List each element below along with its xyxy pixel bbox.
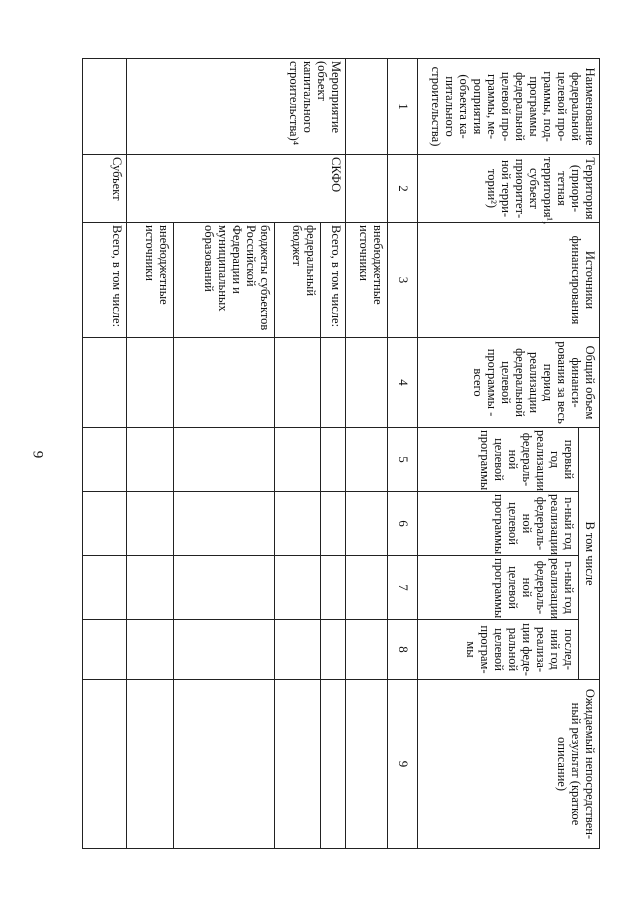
source-cell: бюджеты субъектов Российской Федерации и муниципальных образований xyxy=(173,223,274,338)
header-nth-year-b: n-ный год реализации федераль-ной целевой программы xyxy=(417,556,578,620)
column-number: 4 xyxy=(388,338,417,428)
table-cell xyxy=(274,428,320,492)
table-cell xyxy=(346,492,388,556)
table-cell xyxy=(346,155,388,223)
header-first-year: первый год реализации федераль-ной целевой программы xyxy=(417,428,578,492)
table-cell xyxy=(173,338,274,428)
table-cell xyxy=(321,492,346,556)
territory-cell: Субъект xyxy=(83,155,127,223)
table-cell xyxy=(83,59,127,155)
table-cell xyxy=(321,556,346,620)
table-cell xyxy=(346,338,388,428)
table-cell xyxy=(127,620,173,680)
table-cell xyxy=(346,59,388,155)
column-number: 2 xyxy=(388,155,417,223)
measure-name-cell: Мероприятие (объект капитального строительства)⁴ xyxy=(127,59,346,155)
header-last-year: послед-ний год реализа-ции феде-ральной целевой програм-мы xyxy=(417,620,578,680)
column-number: 5 xyxy=(388,428,417,492)
table-cell xyxy=(321,338,346,428)
table-cell xyxy=(274,492,320,556)
rotated-table-wrapper xyxy=(82,58,600,848)
table-cell xyxy=(127,338,173,428)
column-number: 9 xyxy=(388,680,417,849)
table-cell xyxy=(321,428,346,492)
column-number: 3 xyxy=(388,223,417,338)
header-nth-year-a: n-ный год реализации федераль-ной целевой программы xyxy=(417,492,578,556)
source-cell: внебюджетные источники xyxy=(346,223,388,338)
column-number: 6 xyxy=(388,492,417,556)
table-cell xyxy=(274,556,320,620)
source-cell: федеральный бюджет xyxy=(274,223,320,338)
table-cell xyxy=(346,428,388,492)
table-cell xyxy=(173,428,274,492)
header-total-volume: Общий объем финанси-рования за весь период реализации федеральной целевой программы - всего xyxy=(417,338,599,428)
table-cell xyxy=(274,620,320,680)
table-cell xyxy=(127,428,173,492)
table-cell xyxy=(346,620,388,680)
table-cell xyxy=(127,492,173,556)
column-number: 1 xyxy=(388,59,417,155)
financing-table xyxy=(82,58,600,849)
header-including: В том числе xyxy=(578,428,599,680)
table-cell xyxy=(173,492,274,556)
table-cell xyxy=(83,620,127,680)
source-cell: Всего, в том числе: xyxy=(83,223,127,338)
table-cell xyxy=(346,680,388,849)
page-number: 9 xyxy=(29,450,46,459)
table-cell xyxy=(173,620,274,680)
column-number: 8 xyxy=(388,620,417,680)
table-cell xyxy=(127,680,173,849)
table-cell xyxy=(321,680,346,849)
header-expected-result: Ожидаемый непосредствен-ный результат (краткое описание) xyxy=(417,680,599,849)
table-cell xyxy=(127,556,173,620)
table-cell xyxy=(173,556,274,620)
header-financing-sources: Источники финансирования xyxy=(417,223,599,338)
table-cell xyxy=(321,620,346,680)
table-cell xyxy=(83,338,127,428)
table-cell xyxy=(83,680,127,849)
header-territory: Территория (приори-тетная территория¹, субъект приоритет-ной терри-тории²) xyxy=(417,155,599,223)
source-cell: внебюджетные источники xyxy=(127,223,173,338)
table-cell xyxy=(83,428,127,492)
table-cell xyxy=(83,556,127,620)
column-number: 7 xyxy=(388,556,417,620)
source-cell: Всего, в том числе: xyxy=(321,223,346,338)
header-program-name: Наименование федеральной целевой про-граммы, под-программы федеральной целевой про-граммы, ме-роприятия (объекта ка-питального строительства) xyxy=(417,59,599,155)
table-cell xyxy=(274,338,320,428)
table-cell xyxy=(173,680,274,849)
table-cell xyxy=(274,680,320,849)
table-cell xyxy=(346,556,388,620)
table-cell xyxy=(83,492,127,556)
territory-cell: СКФО xyxy=(127,155,346,223)
